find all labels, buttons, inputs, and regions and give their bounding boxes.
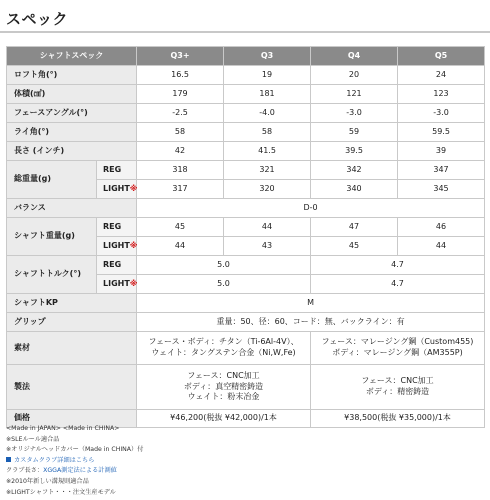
row-label: グリップ xyxy=(7,313,137,332)
table-cell: 4.7 xyxy=(311,275,485,294)
table-cell: 347 xyxy=(398,161,485,180)
spec-table xyxy=(6,46,485,428)
table-row xyxy=(7,365,485,410)
table-row xyxy=(7,218,485,237)
link-bullet-icon xyxy=(6,457,11,462)
table-cell: 5.0 xyxy=(137,275,311,294)
table-row xyxy=(7,256,485,275)
note-mark: ※ xyxy=(129,278,138,288)
table-cell: 39 xyxy=(398,142,485,161)
table-cell: -2.5 xyxy=(137,104,224,123)
row-label: 長さ (インチ) xyxy=(7,142,137,161)
price-cell: ¥46,200(税抜 ¥42,000)/1本 xyxy=(137,410,311,428)
sub-label-reg: REG xyxy=(97,256,137,275)
row-label: ロフト角(°) xyxy=(7,66,137,85)
table-cell xyxy=(311,332,485,365)
note-mark: ※ xyxy=(129,183,138,193)
table-cell: 44 xyxy=(398,237,485,256)
sub-label-light: LIGHT※ xyxy=(97,180,137,199)
table-cell: 43 xyxy=(224,237,311,256)
table-cell: 42 xyxy=(137,142,224,161)
header-shaft-spec: シャフトスペック xyxy=(7,47,137,66)
sub-label-reg: REG xyxy=(97,161,137,180)
row-label: 体積(㎤) xyxy=(7,85,137,104)
table-cell: -4.0 xyxy=(224,104,311,123)
table-row xyxy=(7,142,485,161)
notes xyxy=(6,424,143,498)
table-cell: 320 xyxy=(224,180,311,199)
table-cell: 342 xyxy=(311,161,398,180)
table-row xyxy=(7,332,485,365)
table-cell: 5.0 xyxy=(137,256,311,275)
row-label: フェースアングル(°) xyxy=(7,104,137,123)
note-mark: ※ xyxy=(129,240,138,250)
custom-club-link[interactable] xyxy=(6,456,143,467)
table-cell: 59.5 xyxy=(398,123,485,142)
table-cell: 59 xyxy=(311,123,398,142)
table-row xyxy=(7,161,485,180)
row-label: 製法 xyxy=(7,365,137,410)
row-label: バランス xyxy=(7,199,137,218)
note-line: <Made in JAPAN> <Made in CHINA> xyxy=(6,425,120,432)
table-row xyxy=(7,313,485,332)
table-cell: 16.5 xyxy=(137,66,224,85)
table-cell: 123 xyxy=(398,85,485,104)
sub-label-light: LIGHT※ xyxy=(97,237,137,256)
header-model: Q4 xyxy=(311,47,398,66)
table-cell: 318 xyxy=(137,161,224,180)
note-line: クラブ長さ：XGGA測定法による計測値 xyxy=(6,467,117,475)
page-title: スペック xyxy=(6,10,69,28)
cell-line: ボディ：真空精密鋳造 xyxy=(183,381,264,391)
header-model: Q5 xyxy=(398,47,485,66)
row-label: シャフトトルク(°) xyxy=(7,256,97,294)
cell-line: フェース：CNC加工 xyxy=(361,376,434,386)
row-label: シャフト重量(g) xyxy=(7,218,97,256)
table-cell: 321 xyxy=(224,161,311,180)
table-cell xyxy=(137,332,311,365)
table-cell: -3.0 xyxy=(398,104,485,123)
table-row xyxy=(7,199,485,218)
table-cell xyxy=(137,365,311,410)
table-row xyxy=(7,104,485,123)
table-cell: 45 xyxy=(311,237,398,256)
table-cell: 44 xyxy=(137,237,224,256)
cell-line: フェース・ボディ：チタン（Ti-6Al-4V）、 xyxy=(148,337,299,347)
sub-label-reg: REG xyxy=(97,218,137,237)
table-cell: 340 xyxy=(311,180,398,199)
note-line: ※LIGHTシャフト・・・注文生産モデル xyxy=(6,488,116,496)
table-header-row xyxy=(7,47,485,66)
table-cell: D-0 xyxy=(137,199,485,218)
table-cell: 重量：50、径：60、コード：無、バックライン：有 xyxy=(137,313,485,332)
cell-line: ウェイト：タングステン合金（Ni,W,Fe) xyxy=(151,348,296,357)
row-label: シャフトKP xyxy=(7,294,137,313)
cell-line: フェース：CNC加工 xyxy=(187,370,260,380)
table-row xyxy=(7,294,485,313)
row-label: ライ角(°) xyxy=(7,123,137,142)
table-cell: 41.5 xyxy=(224,142,311,161)
table-row xyxy=(7,66,485,85)
table-cell: 19 xyxy=(224,66,311,85)
table-cell: 121 xyxy=(311,85,398,104)
table-cell: 179 xyxy=(137,85,224,104)
cell-line: ウェイト：粉末冶金 xyxy=(187,392,260,402)
row-label: 素材 xyxy=(7,332,137,365)
cell-line: ボディ：マレージング鋼（AM355P) xyxy=(332,348,463,357)
note-line: ※2010年新しい溝規則適合品 xyxy=(6,477,89,485)
cell-line: フェース：マレージング鋼（Custom455) xyxy=(321,337,474,347)
header-model: Q3 xyxy=(224,47,311,66)
table-row xyxy=(7,85,485,104)
table-cell: 45 xyxy=(137,218,224,237)
custom-club-link-text[interactable]: カスタムクラブ詳細はこちら xyxy=(14,456,95,464)
sub-label-light: LIGHT※ xyxy=(97,275,137,294)
header-model: Q3+ xyxy=(137,47,224,66)
table-cell: 4.7 xyxy=(311,256,485,275)
table-cell: 24 xyxy=(398,66,485,85)
table-cell: 44 xyxy=(224,218,311,237)
table-cell: 345 xyxy=(398,180,485,199)
note-line: ※オリジナルヘッドカバー（Made in CHINA）付 xyxy=(6,446,144,454)
table-row xyxy=(7,123,485,142)
table-cell xyxy=(311,365,485,410)
title-divider xyxy=(0,31,490,33)
table-cell: -3.0 xyxy=(311,104,398,123)
table-cell: 58 xyxy=(224,123,311,142)
table-cell: 58 xyxy=(137,123,224,142)
row-label: 総重量(g) xyxy=(7,161,97,199)
measurement-link[interactable]: XGGA測定法による計測値 xyxy=(43,467,117,475)
table-cell: M xyxy=(137,294,485,313)
table-cell: 46 xyxy=(398,218,485,237)
table-cell: 20 xyxy=(311,66,398,85)
table-cell: 47 xyxy=(311,218,398,237)
table-cell: 317 xyxy=(137,180,224,199)
note-line: ※SLEルール適合品 xyxy=(6,435,60,443)
cell-line: ボディ：精密鋳造 xyxy=(365,387,430,396)
table-cell: 181 xyxy=(224,85,311,104)
table-cell: 39.5 xyxy=(311,142,398,161)
price-cell: ¥38,500(税抜 ¥35,000)/1本 xyxy=(311,410,485,428)
row-label: 価格 xyxy=(7,410,137,428)
